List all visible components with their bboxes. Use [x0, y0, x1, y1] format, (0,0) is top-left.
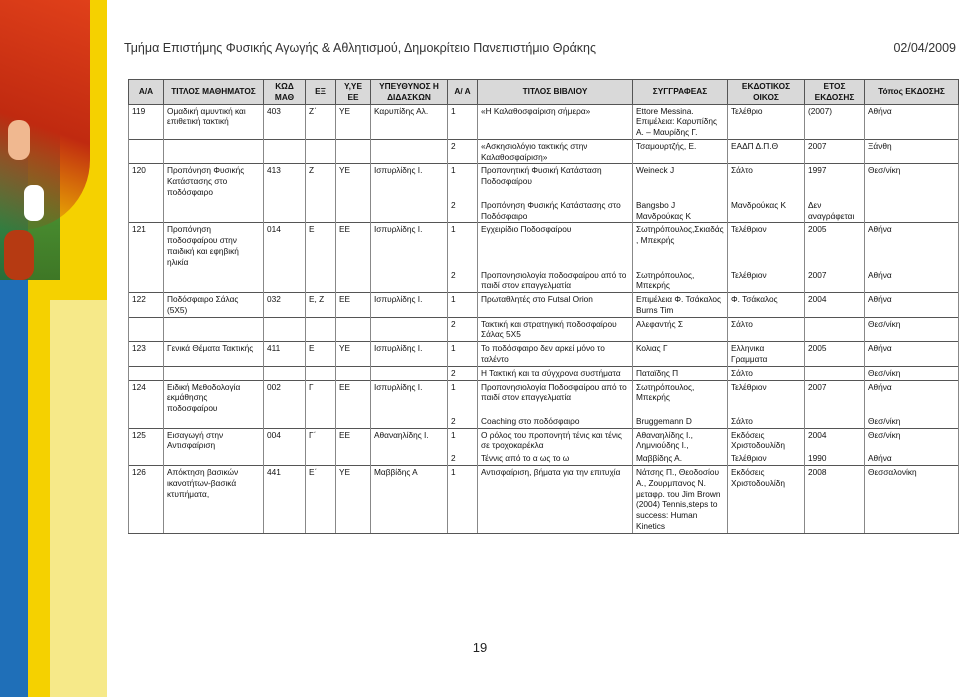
table-cell: Σωτηρόπουλος, Μπεκρής: [633, 269, 728, 293]
column-header: ΕΞ: [306, 80, 336, 105]
table-cell: [164, 366, 264, 380]
table-cell: Δεν αναγράφεται: [805, 199, 865, 223]
table-cell: Προπόνηση ποδοσφαίρου στην παιδική και εφηβική ηλικία: [164, 223, 264, 269]
table-cell: [164, 452, 264, 465]
table-cell: 2: [448, 317, 478, 342]
table-cell: [129, 199, 164, 223]
table-cell: [306, 452, 336, 465]
table-cell: Ισπυρλίδης Ι.: [371, 380, 448, 415]
table-cell: Bangsbo J Μανδρούκας Κ: [633, 199, 728, 223]
table-cell: 123: [129, 342, 164, 367]
table-cell: 2008: [805, 466, 865, 534]
decorative-sidebar: [0, 0, 107, 697]
table-row: [129, 199, 959, 223]
table-cell: Σωτηρόπουλος, Μπεκρής: [633, 380, 728, 415]
table-cell: Ειδική Μεθοδολογία εκμάθησης ποδοσφαίρου: [164, 380, 264, 415]
table-cell: [371, 139, 448, 164]
table-cell: 122: [129, 293, 164, 318]
page-title: Τμήμα Επιστήμης Φυσικής Αγωγής & Αθλητισμού, Δημοκρίτειο Πανεπιστήμιο Θράκης: [124, 41, 597, 55]
table-cell: Θεσ/νίκη: [865, 428, 959, 452]
table-cell: 1: [448, 164, 478, 199]
table-cell: [371, 452, 448, 465]
table-cell: ΥΕ: [336, 342, 371, 367]
table-cell: Προπονησιολογία Ποδοσφαίρου από το παιδί στον επαγγελματία: [478, 380, 633, 415]
table-cell: [264, 199, 306, 223]
table-cell: 441: [264, 466, 306, 534]
table-cell: [805, 317, 865, 342]
table-cell: 124: [129, 380, 164, 415]
table-cell: Αθήνα: [865, 293, 959, 318]
table-cell: Επιμέλεια Φ. Τσάκαλος Burns Tim: [633, 293, 728, 318]
table-cell: [264, 317, 306, 342]
table-cell: Αθήνα: [865, 342, 959, 367]
table-cell: Αθήνα: [865, 269, 959, 293]
table-cell: Ο ρόλος του προπονητή τένις και τένις σε τροχοκαρέκλα: [478, 428, 633, 452]
table-cell: 014: [264, 223, 306, 269]
table-cell: [805, 366, 865, 380]
table-cell: Τελέθριον: [728, 223, 805, 269]
table-cell: 2005: [805, 342, 865, 367]
table-cell: [164, 269, 264, 293]
column-header: ΣΥΓΓΡΑΦΕΑΣ: [633, 80, 728, 105]
table-cell: 1: [448, 223, 478, 269]
table-cell: Αθήνα: [865, 452, 959, 465]
table-cell: Κολιας Γ: [633, 342, 728, 367]
table-cell: Προπόνηση Φυσικής Κατάστασης στο ποδόσφαιρο: [164, 164, 264, 199]
table-cell: 1997: [805, 164, 865, 199]
table-cell: Το ποδόσφαιρο δεν αρκεί μόνο το ταλέντο: [478, 342, 633, 367]
table-cell: [306, 317, 336, 342]
table-cell: Εκδόσεις Χριστοδουλίδη: [728, 466, 805, 534]
table-cell: 1990: [805, 452, 865, 465]
table-cell: [371, 366, 448, 380]
page-date: 02/04/2009: [893, 41, 956, 55]
table-cell: 1: [448, 293, 478, 318]
table-cell: Coaching στο ποδόσφαιρο: [478, 415, 633, 428]
table-cell: 411: [264, 342, 306, 367]
table-cell: [306, 366, 336, 380]
table-cell: [264, 366, 306, 380]
table-cell: Αθήνα: [865, 104, 959, 139]
table-cell: ΕΑΔΠ Δ.Π.Θ: [728, 139, 805, 164]
table-cell: 403: [264, 104, 306, 139]
table-cell: [865, 199, 959, 223]
table-cell: Ισπυρλίδης Ι.: [371, 342, 448, 367]
table-cell: [129, 366, 164, 380]
table-row: [129, 466, 959, 534]
table-cell: Ελληνικα Γραμματα: [728, 342, 805, 367]
table-cell: Γ΄: [306, 428, 336, 452]
table-cell: Εκδόσεις Χριστοδουλίδη: [728, 428, 805, 452]
table-cell: [306, 139, 336, 164]
column-header: Υ,ΥΕ ΕΕ: [336, 80, 371, 105]
table-cell: Αθαναηλίδης Ι., Λημνιούδης Ι.,: [633, 428, 728, 452]
table-cell: Μαββίδης Α: [371, 466, 448, 534]
table-cell: [371, 269, 448, 293]
table-cell: Bruggemann D: [633, 415, 728, 428]
table-cell: Φ. Τσάκαλος: [728, 293, 805, 318]
table-cell: [164, 199, 264, 223]
table-cell: Ε΄: [306, 466, 336, 534]
table-cell: ΥΕ: [336, 164, 371, 199]
table-cell: Αθήνα: [865, 380, 959, 415]
table-cell: 2007: [805, 380, 865, 415]
table-row: [129, 164, 959, 199]
table-cell: Ζ: [306, 164, 336, 199]
table-cell: ΕΕ: [336, 293, 371, 318]
table-cell: Αντισφαίριση, βήματα για την επιτυχία: [478, 466, 633, 534]
table-cell: Σωτηρόπουλος,Σκιαδάς , Μπεκρής: [633, 223, 728, 269]
table-cell: Απόκτηση βασικών ικανοτήτων-βασικά κτυπήματα,: [164, 466, 264, 534]
table-cell: Ποδόσφαιρο Σάλας (5Χ5): [164, 293, 264, 318]
table-cell: 126: [129, 466, 164, 534]
table-cell: Αθαναηλίδης Ι.: [371, 428, 448, 452]
table-cell: Τελέθριον: [728, 380, 805, 415]
table-cell: [264, 452, 306, 465]
table-cell: Παταϊδης Π: [633, 366, 728, 380]
table-cell: [129, 269, 164, 293]
table-cell: Προπόνηση Φυσικής Κατάστασης στο Ποδόσφαιρο: [478, 199, 633, 223]
table-cell: [336, 366, 371, 380]
courses-table: [128, 79, 959, 534]
table-row: [129, 366, 959, 380]
table-body: [129, 104, 959, 533]
table-row: [129, 293, 959, 318]
table-cell: 1: [448, 428, 478, 452]
table-cell: 1: [448, 342, 478, 367]
table-cell: 2007: [805, 139, 865, 164]
table-cell: Νάτσης Π., Θεοδοσίου Α., Ζουρμπανος Ν. μεταφρ. του Jim Brown (2004) Tennis,steps to success: Human Kinetics: [633, 466, 728, 534]
column-header: ΤΙΤΛΟΣ ΜΑΘΗΜΑΤΟΣ: [164, 80, 264, 105]
table-cell: 119: [129, 104, 164, 139]
table-cell: Καρυπίδης Αλ.: [371, 104, 448, 139]
table-row: [129, 428, 959, 452]
table-cell: 1: [448, 104, 478, 139]
table-cell: [371, 415, 448, 428]
table-cell: Ομαδική αμυντική και επιθετική τακτική: [164, 104, 264, 139]
table-cell: [164, 415, 264, 428]
table-cell: [336, 452, 371, 465]
table-cell: [371, 199, 448, 223]
column-header: ΥΠΕΥΘΥΝΟΣ Η ΔΙΔΑΣΚΩΝ: [371, 80, 448, 105]
table-cell: Εγχειρίδιο Ποδοσφαίρου: [478, 223, 633, 269]
table-cell: 2: [448, 199, 478, 223]
table-cell: [805, 415, 865, 428]
table-row: [129, 223, 959, 269]
table-cell: [336, 317, 371, 342]
table-cell: Ξάνθη: [865, 139, 959, 164]
table-cell: 002: [264, 380, 306, 415]
table-cell: Τελέθριον: [728, 269, 805, 293]
table-cell: ΥΕ: [336, 466, 371, 534]
table-cell: 1: [448, 380, 478, 415]
table-cell: Μανδρούκας Κ: [728, 199, 805, 223]
table-cell: 2: [448, 366, 478, 380]
table-cell: [129, 452, 164, 465]
table-cell: Γενικά Θέματα Τακτικής: [164, 342, 264, 367]
table-row: [129, 104, 959, 139]
table-cell: Προπονητική Φυσική Κατάσταση Ποδοσφαίρου: [478, 164, 633, 199]
table-cell: Προπονησιολογία ποδοσφαίρου από το παιδί στον επαγγελματία: [478, 269, 633, 293]
table-cell: «Η Καλαθοσφαίριση σήμερα»: [478, 104, 633, 139]
table-cell: 2004: [805, 293, 865, 318]
table-cell: Η Τακτική και τα σύγχρονα συστήματα: [478, 366, 633, 380]
table-cell: Θεσσαλονίκη: [865, 466, 959, 534]
table-cell: Ισπυρλίδης Ι.: [371, 293, 448, 318]
table-cell: 004: [264, 428, 306, 452]
table-cell: 120: [129, 164, 164, 199]
table-cell: Αθήνα: [865, 223, 959, 269]
table-cell: Ε: [306, 223, 336, 269]
table-cell: ΕΕ: [336, 223, 371, 269]
table-cell: Θεσ/νίκη: [865, 415, 959, 428]
table-cell: 2007: [805, 269, 865, 293]
table-cell: [129, 415, 164, 428]
table-cell: [264, 415, 306, 428]
table-cell: «Ασκησιολόγιο τακτικής στην Καλαθοσφαίριση»: [478, 139, 633, 164]
table-cell: 2: [448, 269, 478, 293]
page-number: 19: [472, 640, 488, 655]
table-cell: Θεσ/νίκη: [865, 317, 959, 342]
table-cell: [306, 269, 336, 293]
column-header: ΕΚΔΟΤΙΚΟΣ ΟΙΚΟΣ: [728, 80, 805, 105]
table-cell: [264, 269, 306, 293]
table-row: [129, 342, 959, 367]
table-cell: [264, 139, 306, 164]
table-row: [129, 139, 959, 164]
table-cell: 121: [129, 223, 164, 269]
table-cell: 2004: [805, 428, 865, 452]
table-cell: Αλεφαντής Σ: [633, 317, 728, 342]
column-header: Α/Α: [129, 80, 164, 105]
table-cell: 2: [448, 452, 478, 465]
column-header: ΕΤΟΣ ΕΚΔΟΣΗΣ: [805, 80, 865, 105]
table-header-row: [129, 80, 959, 105]
table-cell: [129, 139, 164, 164]
table-cell: Θεσ/νίκη: [865, 366, 959, 380]
table-cell: [306, 415, 336, 428]
table-cell: 125: [129, 428, 164, 452]
table-cell: Weineck J: [633, 164, 728, 199]
column-header: ΚΩΔ ΜΑΘ: [264, 80, 306, 105]
table-cell: 2: [448, 139, 478, 164]
table-cell: Τέννις από το α ως το ω: [478, 452, 633, 465]
table-cell: Σάλτο: [728, 317, 805, 342]
table-cell: [164, 139, 264, 164]
table-cell: [306, 199, 336, 223]
table-row: [129, 452, 959, 465]
table-cell: Πρωταθλητές στο Futsal Orion: [478, 293, 633, 318]
table-cell: 1: [448, 466, 478, 534]
table-cell: Τελέθριο: [728, 104, 805, 139]
table-cell: [129, 317, 164, 342]
table-cell: 2005: [805, 223, 865, 269]
table-cell: Θεσ/νίκη: [865, 164, 959, 199]
table-cell: ΕΕ: [336, 380, 371, 415]
table-cell: Σάλτο: [728, 366, 805, 380]
table-row: [129, 269, 959, 293]
table-cell: Ισπυρλίδης Ι.: [371, 164, 448, 199]
table-cell: Μαββίδης Α.: [633, 452, 728, 465]
table-cell: ΥΕ: [336, 104, 371, 139]
table-cell: Ζ΄: [306, 104, 336, 139]
table-row: [129, 415, 959, 428]
table-cell: Ettore Messina. Επιμέλεια: Καρυπίδης Α. – Μαυρίδης Γ.: [633, 104, 728, 139]
table-cell: [371, 317, 448, 342]
table-cell: [336, 415, 371, 428]
table-cell: [164, 317, 264, 342]
table-cell: Τακτική και στρατηγική ποδοσφαίρου Σάλας 5Χ5: [478, 317, 633, 342]
table-cell: 032: [264, 293, 306, 318]
table-cell: Γ: [306, 380, 336, 415]
table-cell: 2: [448, 415, 478, 428]
column-header: Τόπος ΕΚΔΟΣΗΣ: [865, 80, 959, 105]
table-cell: Εισαγωγή στην Αντισφαίριση: [164, 428, 264, 452]
table-cell: Ε, Ζ: [306, 293, 336, 318]
table-row: [129, 380, 959, 415]
column-header: Α/ Α: [448, 80, 478, 105]
table-cell: [336, 199, 371, 223]
table-cell: Σάλτο: [728, 164, 805, 199]
table-cell: Τσαμουρτζής, Ε.: [633, 139, 728, 164]
table-cell: Σάλτο: [728, 415, 805, 428]
table-cell: Ισπυρλίδης Ι.: [371, 223, 448, 269]
table-cell: (2007): [805, 104, 865, 139]
column-header: ΤΙΤΛΟΣ ΒΙΒΛΙΟΥ: [478, 80, 633, 105]
table-cell: ΕΕ: [336, 428, 371, 452]
table-cell: [336, 269, 371, 293]
table-cell: Ε: [306, 342, 336, 367]
table-row: [129, 317, 959, 342]
table-cell: Τελέθριον: [728, 452, 805, 465]
table-cell: 413: [264, 164, 306, 199]
table-cell: [336, 139, 371, 164]
